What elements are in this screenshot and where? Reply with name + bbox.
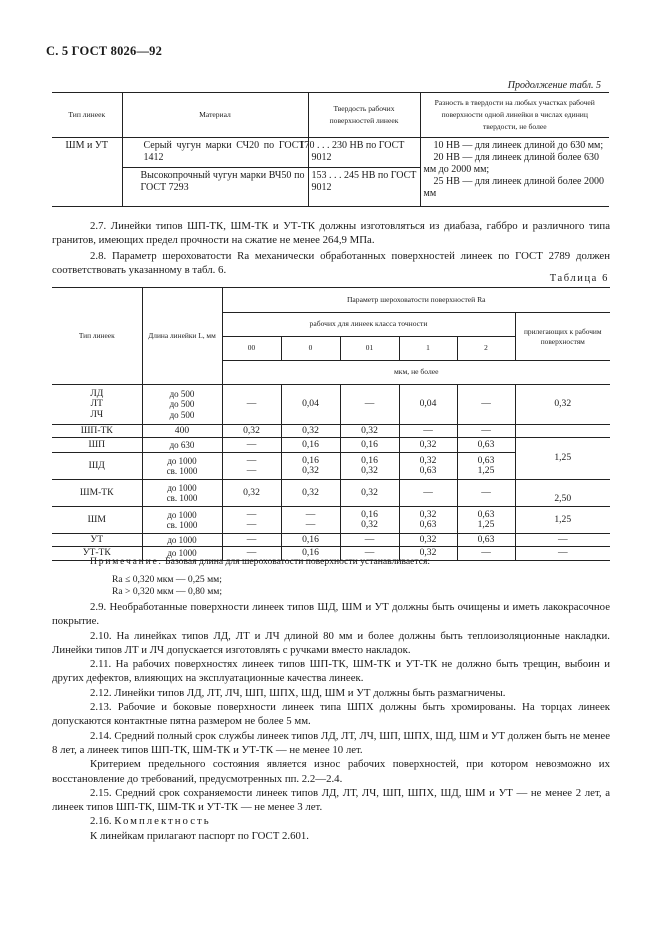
cell-c2: — [457, 385, 515, 425]
cell-adj: 0,32 [515, 385, 610, 425]
cell-hardness-diff [420, 138, 609, 207]
paragraph-2-11: 2.11. На рабочих поверхностях линеек типов ШП-ТК, ШМ-ТК и УТ-ТК не должно быть трещин, выбоин и других дефектов, влияющих на эксплуатационные качества линеек. [52, 658, 610, 685]
paragraph-2-15: 2.15. Средний срок сохраняемости линеек типов ЛД, ЛТ, ЛЧ, ШП, ШПХ, ШД, ШМ и УТ — не менее 2 лет, а линеек типов ШП-ТК, ШМ-ТК и УТ-ТК — не менее 3 лет. [52, 786, 610, 814]
page-header: С. 5 ГОСТ 8026—92 [46, 44, 163, 58]
cell-c2: 0,63 [457, 534, 515, 547]
cell-c00: — [222, 438, 281, 453]
cell-material [122, 138, 308, 207]
cell-c01: 0,32 [340, 480, 399, 507]
paragraph-2-14-criterion: Критерием предельного состояния является износ рабочих поверхностей, при котором невозможно их восстановление до требований, предусмотренных пп. 2.2—2.4. [52, 758, 610, 785]
class-01-header: 01 [340, 337, 399, 361]
cell-c00: 0,32 [222, 480, 281, 507]
unit-header: мкм, не более [222, 361, 610, 385]
hardness-1: 170 . . . 230 НВ по ГОСТ 9012 [299, 140, 405, 163]
cell-c1: 0,32 [399, 534, 457, 547]
diff-2: 20 НВ — для линеек длиной более 630 мм до 2000 мм; [423, 152, 599, 175]
cell-c01: — [340, 385, 399, 425]
cell-c1: 0,04 [399, 385, 457, 425]
cell-c2: 0,63 [457, 438, 515, 453]
cell-c1: 0,32 [399, 438, 457, 453]
table-row [52, 480, 610, 507]
cell-adj: 1,25 [515, 507, 610, 534]
cell-length: до 1000 св. 1000 [142, 480, 222, 507]
table-6-title: Таблица 6 [549, 273, 609, 284]
class-1-header: 1 [399, 337, 457, 361]
cell-length: до 500 до 500 до 500 [142, 385, 222, 425]
table-row [52, 385, 610, 425]
cell-c00: — [222, 547, 281, 561]
cell-c1: 0,32 [399, 547, 457, 561]
paragraph-2-16-title: Комплектность [114, 815, 211, 828]
paragraph-2-12: 2.12. Линейки типов ЛД, ЛТ, ЛЧ, ШП, ШПХ, ШД, ШМ и УТ должны быть размагничены. [90, 686, 506, 699]
cell-type: ШП [52, 438, 142, 453]
adjacent-header: прилегающих к рабочим поверхностям [515, 313, 610, 361]
cell-c0: 0,16 [281, 438, 340, 453]
cell-c0: 0,16 [281, 547, 340, 561]
cell-c01: — [340, 534, 399, 547]
table-6 [52, 287, 610, 561]
cell-length: до 1000 св. 1000 [142, 453, 222, 480]
col-header-hardness-diff: Разность в твердости на любых участках рабочей поверхности одной линейки в числах единиц твердости, не более [420, 93, 609, 138]
paragraph-2-9: 2.9. Необработанные поверхности линеек типов ШД, ШМ и УТ должны быть очищены и иметь лакокрасочное покрытие. [52, 601, 610, 628]
cell-c2: — [457, 547, 515, 561]
cell-adj [515, 425, 610, 438]
cell-length: до 630 [142, 438, 222, 453]
cell-c00: — [222, 534, 281, 547]
cell-length: до 1000 св. 1000 [142, 507, 222, 534]
cell-c00: 0,32 [222, 425, 281, 438]
class-00-header: 00 [222, 337, 281, 361]
cell-c1: 0,32 0,63 [399, 453, 457, 480]
cell-c1: — [399, 425, 457, 438]
paragraph-2-16 [52, 814, 610, 828]
diff-1: 10 НВ — для линеек длиной до 630 мм; [433, 140, 604, 151]
cell-c0: 0,04 [281, 385, 340, 425]
col-header-type: Тип линеек [68, 110, 106, 119]
col-header-type: Тип линеек [52, 288, 142, 385]
note-text: Базовая длина для шероховатости поверхности устанавливается: [165, 556, 431, 567]
cell-c00: — — [222, 453, 281, 480]
cell-c0: 0,32 [281, 425, 340, 438]
paragraph-2-8: 2.8. Параметр шероховатости Ra механически обработанных поверхностей линеек по ГОСТ 2789 должен соответствовать указанному в табл. 6. [52, 249, 610, 276]
cell-adj: — [515, 547, 610, 561]
working-header: рабочих для линеек класса точности [222, 313, 515, 337]
cell-c2: — [457, 425, 515, 438]
col-header-length: Длина линейки L, мм [142, 288, 222, 385]
cell-type: ШМ и УТ [65, 140, 109, 151]
table-row [52, 507, 610, 534]
note-line-1: Ra ≤ 0,320 мкм — 0,25 мм; [112, 574, 222, 585]
cell-c1: 0,32 0,63 [399, 507, 457, 534]
cell-c1: — [399, 480, 457, 507]
table-continuation-label: Продолжение табл. 5 [507, 80, 601, 91]
col-header-hardness: Твердость рабочих поверхностей линеек [308, 93, 420, 138]
cell-c01: 0,32 [340, 425, 399, 438]
param-header: Параметр шероховатости поверхностей Ra [222, 288, 610, 313]
cell-c00: — [222, 385, 281, 425]
cell-adj: 1,25 [515, 438, 610, 480]
cell-c01: 0,16 0,32 [340, 507, 399, 534]
table-row [52, 425, 610, 438]
diff-3: 25 НВ — для линеек длиной более 2000 мм [423, 176, 604, 199]
cell-type: УТ-ТК [52, 547, 142, 561]
paragraph-2-13: 2.13. Рабочие и боковые поверхности линеек типа ШПХ должны быть хромированы. На торцах линеек допускаются контактные пятна размером не более 5 мм. [52, 701, 610, 728]
paragraph-2-16-text: К линейкам прилагают паспорт по ГОСТ 2.601. [90, 829, 309, 842]
cell-length: до 1000 [142, 534, 222, 547]
cell-c0: 0,16 [281, 534, 340, 547]
paragraphs-2-7-2-8 [52, 219, 610, 277]
cell-c01: 0,16 0,32 [340, 453, 399, 480]
table-5 [52, 92, 609, 207]
cell-c0: 0,16 0,32 [281, 453, 340, 480]
cell-c00: — — [222, 507, 281, 534]
paragraph-2-16-number: 2.16. [90, 815, 112, 828]
cell-c01: — [340, 547, 399, 561]
cell-c0: — — [281, 507, 340, 534]
table-row [52, 138, 609, 207]
material-2: Высокопрочный чугун марки ВЧ50 по ГОСТ 7293 [123, 167, 308, 194]
cell-type: ШП-ТК [52, 425, 142, 438]
paragraph-2-14: 2.14. Средний полный срок службы линеек типов ЛД, ЛТ, ЛЧ, ШП, ШПХ, ШД, ШМ и УТ должен быть не менее 8 лет, а линеек типов ШП-ТК, ШМ-ТК и УТ-ТК — не менее 10 лет. [52, 729, 610, 756]
cell-type: ЛД ЛТ ЛЧ [52, 385, 142, 425]
cell-c2: — [457, 480, 515, 507]
cell-length: 400 [142, 425, 222, 438]
table-row [52, 534, 610, 547]
cell-c01: 0,16 [340, 438, 399, 453]
cell-hardness [299, 138, 420, 207]
note-label: Примечание. [90, 556, 163, 567]
class-0-header: 0 [281, 337, 340, 361]
note-line-2: Ra > 0,320 мкм — 0,80 мм; [112, 586, 223, 597]
cell-length: до 1000 [142, 547, 222, 561]
cell-type: ШД [52, 453, 142, 480]
hardness-2: 153 . . . 245 НВ по ГОСТ 9012 [309, 167, 420, 194]
paragraphs-2-9-2-16 [52, 600, 610, 843]
cell-adj: 2,50 [515, 480, 610, 507]
paragraph-2-10: 2.10. На линейках типов ЛД, ЛТ и ЛЧ длиной 80 мм и более должны быть теплоизоляционные накладки. Линейки типов ЛТ и ЛЧ допускается изготовлять с ручками вместо накладок. [52, 629, 610, 656]
cell-c2: 0,63 1,25 [457, 453, 515, 480]
col-header-material: Материал [122, 93, 308, 138]
table-row [52, 438, 610, 453]
cell-adj: — [515, 534, 610, 547]
cell-type: ШМ [52, 507, 142, 534]
table-note [90, 556, 430, 567]
cell-c0: 0,32 [281, 480, 340, 507]
cell-type: УТ [52, 534, 142, 547]
table-5-header-row [52, 93, 609, 138]
class-2-header: 2 [457, 337, 515, 361]
cell-type: ШМ-ТК [52, 480, 142, 507]
paragraph-2-7: 2.7. Линейки типов ШП-ТК, ШМ-ТК и УТ-ТК должны изготовляться из диабаза, габбро и различного типа гранитов, имеющих предел прочности на сжатие не менее 264,9 МПа. [52, 220, 610, 247]
cell-c2: 0,63 1,25 [457, 507, 515, 534]
material-1: Серый чугун марки СЧ20 по ГОСТ 1412 [143, 140, 305, 163]
